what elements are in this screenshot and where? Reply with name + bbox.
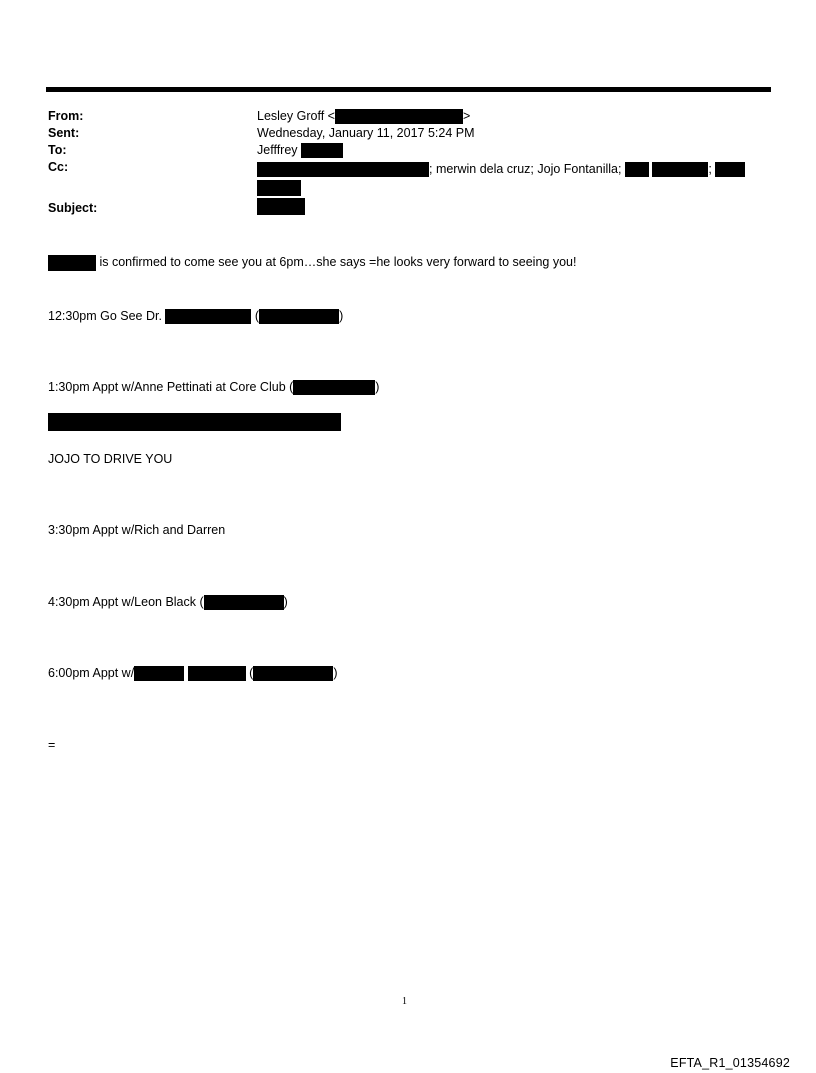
open-paren: ( bbox=[254, 309, 260, 323]
redaction-block bbox=[335, 109, 463, 124]
cc-value bbox=[257, 161, 745, 178]
redaction-block bbox=[715, 162, 745, 177]
redaction-block bbox=[259, 309, 339, 324]
redaction-block bbox=[652, 162, 708, 177]
redaction-block bbox=[301, 143, 343, 158]
redaction-block bbox=[204, 595, 284, 610]
redaction-block bbox=[625, 162, 649, 177]
appt-text: 6:00pm Appt w/ bbox=[48, 666, 135, 680]
confirmation-text: is confirmed to come see you at 6pm…she says =he looks very forward to seeing you! bbox=[99, 255, 577, 269]
body-line-0600 bbox=[48, 665, 337, 682]
bates-number: EFTA_R1_01354692 bbox=[670, 1056, 790, 1070]
redaction-block bbox=[188, 666, 246, 681]
cc-names: ; merwin dela cruz; Jojo Fontanilla; bbox=[429, 162, 622, 176]
appt-text: 12:30pm Go See Dr. bbox=[48, 309, 162, 323]
open-paren: ( bbox=[249, 666, 254, 680]
redaction-block bbox=[257, 198, 305, 215]
from-value bbox=[257, 108, 470, 125]
to-name: Jefffrey bbox=[257, 143, 298, 157]
body-line-equals: = bbox=[48, 738, 56, 752]
appt-text: 4:30pm Appt w/Leon Black ( bbox=[48, 595, 204, 609]
close-paren: ) bbox=[333, 666, 338, 680]
redaction-block bbox=[165, 309, 251, 324]
subject-label: Subject: bbox=[48, 201, 98, 215]
appt-text: 1:30pm Appt w/Anne Pettinati at Core Club ( bbox=[48, 380, 294, 394]
body-line-0130 bbox=[48, 379, 379, 396]
redaction-block bbox=[257, 180, 301, 196]
body-line-jojo: JOJO TO DRIVE YOU bbox=[48, 452, 173, 466]
cc-label: Cc: bbox=[48, 160, 69, 174]
from-close: > bbox=[462, 109, 471, 123]
close-paren: ) bbox=[339, 309, 344, 323]
redaction-block bbox=[48, 255, 96, 271]
cc-separator: ; bbox=[708, 162, 712, 176]
redaction-block bbox=[293, 380, 375, 395]
redaction-block bbox=[253, 666, 333, 681]
from-name: Lesley Groff < bbox=[257, 109, 335, 123]
close-paren: ) bbox=[283, 595, 288, 609]
body-line-confirmation bbox=[48, 254, 576, 271]
body-line-0430 bbox=[48, 594, 288, 611]
from-label: From: bbox=[48, 109, 84, 123]
page-number: 1 bbox=[402, 996, 407, 1007]
body-line-1230 bbox=[48, 308, 343, 325]
to-label: To: bbox=[48, 143, 67, 157]
sent-value: Wednesday, January 11, 2017 5:24 PM bbox=[257, 126, 475, 140]
redaction-block bbox=[257, 162, 429, 177]
body-line-0330: 3:30pm Appt w/Rich and Darren bbox=[48, 523, 226, 537]
close-paren: ) bbox=[375, 380, 380, 394]
redaction-block bbox=[48, 413, 341, 431]
header-rule bbox=[46, 87, 771, 92]
to-value bbox=[257, 142, 343, 159]
redaction-block bbox=[134, 666, 184, 681]
sent-label: Sent: bbox=[48, 126, 80, 140]
